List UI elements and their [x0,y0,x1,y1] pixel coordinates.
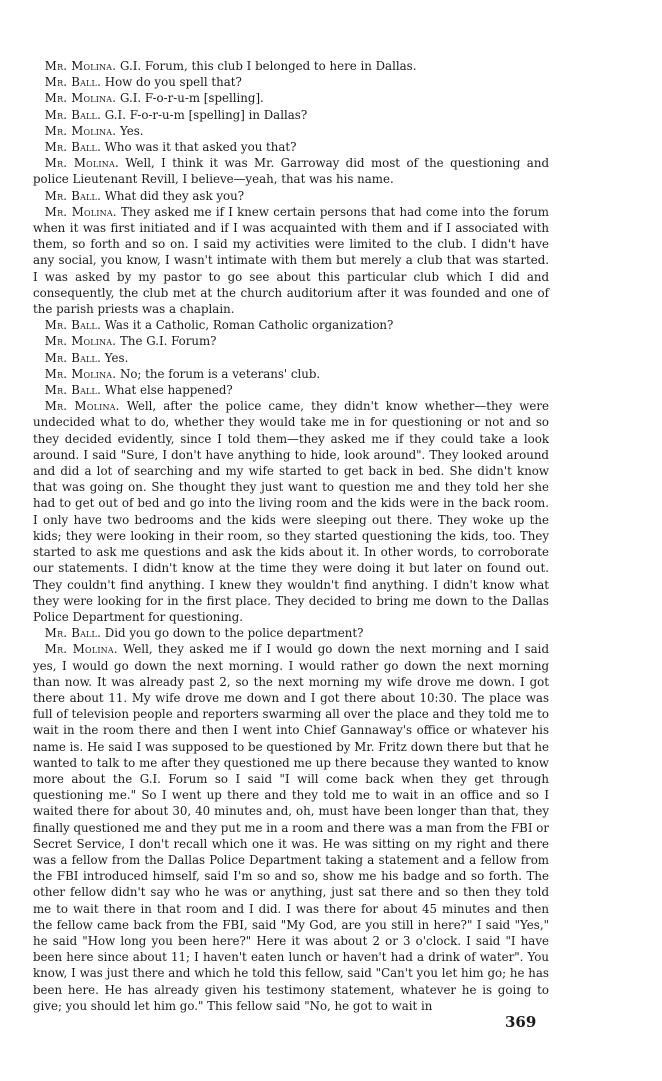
speaker-label: Mr. Molina. [44,91,117,106]
transcript-paragraph [33,317,549,333]
paragraph-text: G.I. Forum, this club I belonged to here in Dallas. [120,59,417,73]
transcript-paragraph [33,366,549,382]
page-number: 369 [505,1013,537,1031]
paragraph-text: Yes. [120,123,144,138]
speaker-label: Mr. Ball. [44,107,102,122]
paragraph-text: G.I. F-o-r-u-m [spelling] in Dallas? [104,107,308,122]
transcript-paragraph [33,74,549,90]
transcript-paragraph [33,107,549,123]
transcript-body [33,58,549,1014]
paragraph-text: G.I. F-o-r-u-m [spelling]. [120,91,264,106]
transcript-paragraph [33,123,549,139]
speaker-label: Mr. Molina. [44,642,118,657]
transcript-paragraph [33,188,549,204]
transcript-paragraph [33,139,549,155]
transcript-paragraph [33,398,549,625]
paragraph-text: No; the forum is a veterans' club. [120,366,321,381]
speaker-label: Mr. Molina. [44,334,117,349]
paragraph-text: Well, after the police came, they didn't know whether—they were undecided what to do, whether they would take me in for questioning or not and so they decided evidently, since I told them—they asked me if they could take a look around. I said "Sure, I don't have anything to hide, look around". They looked around and did a lot of searching and my wife started to get back in bed. She didn't know that was going on. She thought they just want to question me and they told her she had to get out of bed and go into the living room and the kids were in the back room. I only have two bedrooms and the kids were sleeping out there. They woke up the kids; they were looking in their room, so they started questioning the kids, too. They started to ask me questions and ask the kids about it. In other words, to corroborate our statements. I didn't know at the time they were doing it but later on found out. They couldn't find anything. I knew they wouldn't find anything. I didn't know what they were looking for in the first place. They decided to bring me down to the Dallas Police Department for questioning. [33,399,549,624]
transcript-paragraph [33,333,549,349]
transcript-paragraph [33,58,549,74]
transcript-paragraph [33,204,549,317]
transcript-paragraph [33,625,549,641]
paragraph-text: They asked me if I knew certain persons that had come into the forum when it was first initiated and if I was acquainted with them and if I associated with them, so forth and so on. I said my activities were limited to the club. I didn't have any social, you know, I wasn't intimate with them but merely a club that was started. I was asked by my pastor to go see about this particular club which I did and consequently, the club met at the church auditorium after it was founded and one of the parish priests was a chaplain. [33,204,549,317]
transcript-paragraph [33,641,549,1014]
paragraph-text: The G.I. Forum? [120,334,217,349]
speaker-label: Mr. Ball. [44,140,102,155]
transcript-paragraph [33,350,549,366]
paragraph-text: Who was it that asked you that? [104,140,297,155]
paragraph-text: What else happened? [104,383,233,398]
transcript-paragraph [33,382,549,398]
paragraph-text: Did you go down to the police department? [104,626,364,641]
speaker-label: Mr. Molina. [44,204,117,219]
speaker-label: Mr. Ball. [44,318,102,333]
paragraph-text: Well, I think it was Mr. Garroway did most of the questioning and police Lieutenant Revill, I believe—yeah, that was his name. [33,156,549,187]
speaker-label: Mr. Molina. [44,156,119,171]
speaker-label: Mr. Ball. [44,626,102,641]
speaker-label: Mr. Ball. [44,383,102,398]
speaker-label: Mr. Molina. [44,59,117,73]
paragraph-text: Yes. [104,350,129,365]
speaker-label: Mr. Ball. [44,75,102,90]
paragraph-text: What did they ask you? [104,188,245,203]
speaker-label: Mr. Molina. [44,366,117,381]
speaker-label: Mr. Ball. [44,188,102,203]
transcript-paragraph [33,155,549,187]
transcript-paragraph [33,90,549,106]
speaker-label: Mr. Molina. [44,123,117,138]
paragraph-text: Was it a Catholic, Roman Catholic organization? [104,318,394,333]
speaker-label: Mr. Ball. [44,350,102,365]
paragraph-text: How do you spell that? [104,75,242,90]
speaker-label: Mr. Molina. [44,399,120,414]
paragraph-text: Well, they asked me if I would go down the next morning and I said yes, I would go down the next morning. I would rather go down the next morning than now. It was already past 2, so the next morning my wife drove me down. I got there about 11. My wife drove me down and I got there about 10:30. The place was full of television people and reporters swarming all over the place and they told me to wait in the room there and then I went into Chief Gannaway's office or whatever his name is. He said I was supposed to be questioned by Mr. Fritz down there but that he wanted to talk to me after they questioned me up there because they wanted to know more about the G.I. Forum so I said "I will come back when they get through questioning me." So I went up there and they told me to wait in an office and so I waited there for about 30, 40 minutes and, oh, must have been longer than that, they finally questioned me and they put me in a room and there was a man from the FBI or Secret Service, I don't recall which one it was. He was sitting on my right and there was a fellow from the Dallas Police Department taking a statement and a fellow from the FBI introduced himself, said I'm so and so, show me his badge and so forth. The other fellow didn't say who he was or anything, just sat there and so then they told me to wait there in that room and I did. I was there for about 45 minutes and then the fellow came back from the FBI, said "My God, are you still in here?" I said "Yes," he said "How long you been here?" Here it was about 2 or 3 o'clock. I said "I have been here since about 11; I haven't eaten lunch or haven't had a drink of water". You know, I was just there and which he told this fellow, said "Can't you let him go; he has been here. He has already given his testimony statement, whatever he is going to give; you should let him go." This fellow said "No, he got to wait in [33,642,550,1013]
